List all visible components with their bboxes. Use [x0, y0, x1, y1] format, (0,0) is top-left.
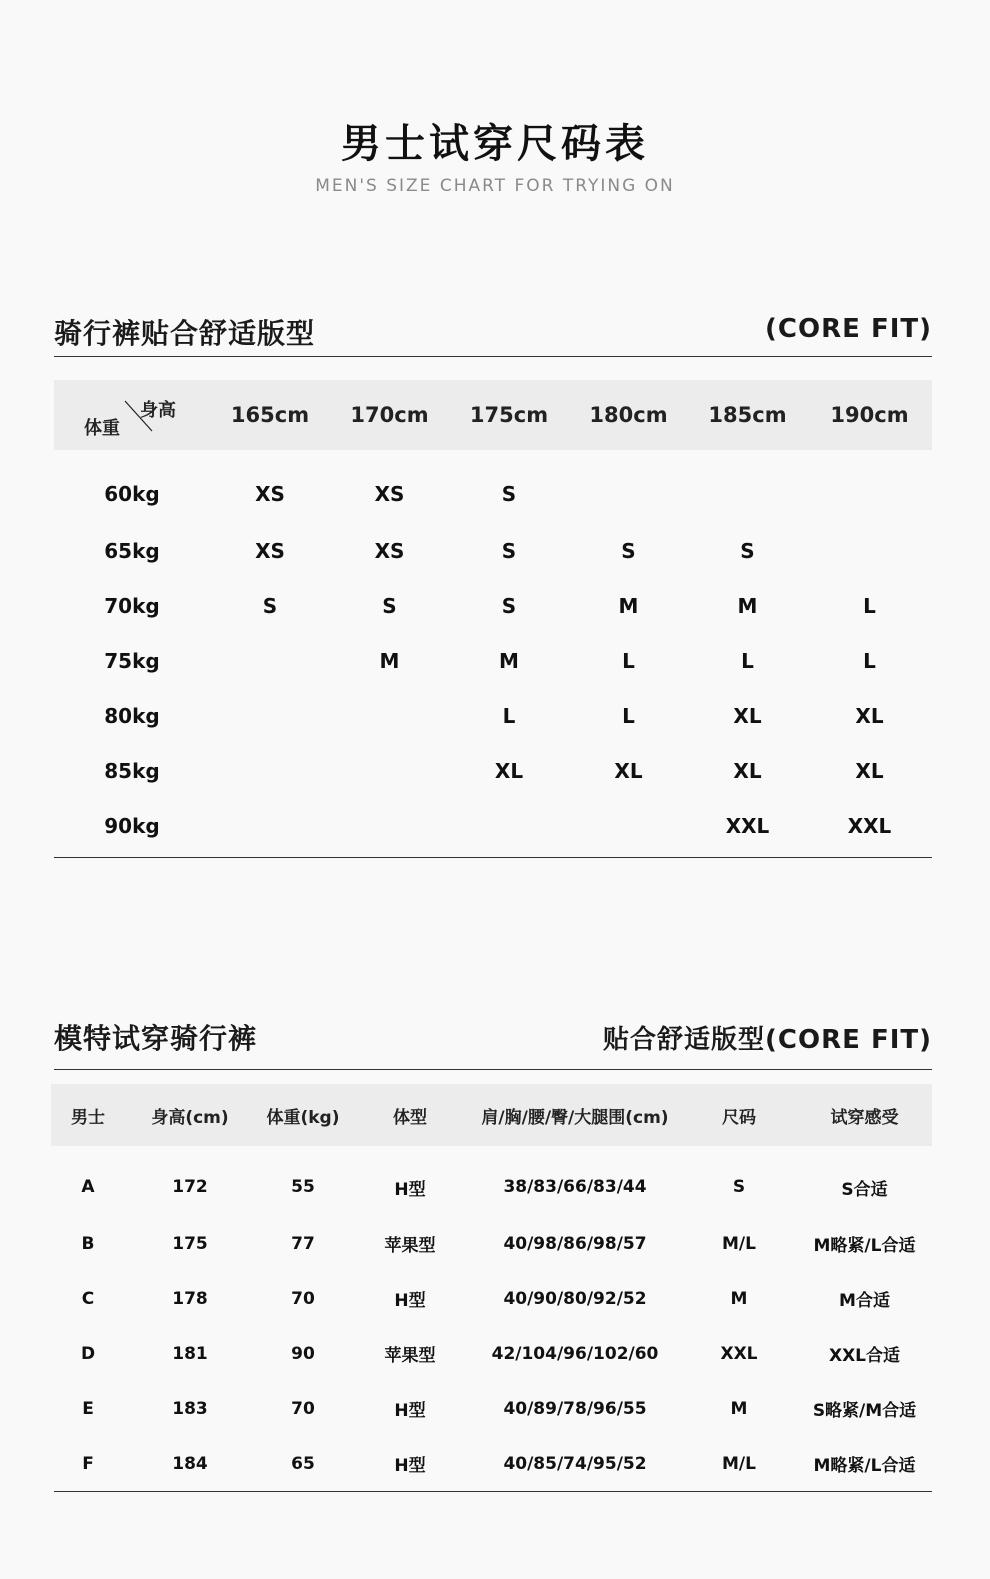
- size-cell: L: [741, 648, 754, 673]
- size-cell: XL: [855, 758, 884, 783]
- model-cell: 184: [172, 1453, 208, 1474]
- model-cell: 40/89/78/96/55: [503, 1398, 647, 1419]
- model-cell: 40/90/80/92/52: [503, 1288, 647, 1309]
- height-header: 165cm: [230, 403, 310, 427]
- size-cell: L: [863, 648, 876, 673]
- model-cell: B: [81, 1233, 95, 1254]
- table-row: [54, 633, 932, 688]
- size-table-header-row: [54, 380, 932, 450]
- weight-cell: 75kg: [104, 648, 160, 673]
- size-cell: L: [502, 703, 516, 728]
- size-cell: S: [740, 538, 755, 563]
- model-cell: 175: [172, 1233, 208, 1254]
- model-section-header: [54, 1017, 932, 1070]
- model-cell: C: [81, 1288, 95, 1309]
- model-cell: 77: [291, 1233, 315, 1254]
- weight-cell: 90kg: [104, 813, 160, 838]
- size-cell: [210, 743, 330, 798]
- size-cell: S: [501, 481, 517, 506]
- size-section-fit-label: (CORE FIT): [765, 314, 932, 344]
- table-row: [51, 1146, 932, 1216]
- model-cell: 65: [291, 1453, 315, 1474]
- table-row: [51, 1436, 932, 1491]
- size-cell: S: [382, 593, 397, 618]
- size-cell: XXL: [725, 813, 770, 838]
- weight-cell: 70kg: [104, 593, 160, 618]
- table-row: [51, 1271, 932, 1326]
- size-table-bottom-divider: [54, 857, 932, 858]
- size-cell: XL: [733, 703, 762, 728]
- size-cell: S: [501, 538, 517, 563]
- size-cell: [210, 798, 330, 853]
- column-header: 体型: [393, 1107, 427, 1128]
- model-cell: 172: [172, 1177, 208, 1197]
- weight-cell: 60kg: [104, 481, 160, 506]
- model-cell: 183: [172, 1398, 208, 1419]
- diagonal-divider-icon: [124, 400, 154, 434]
- size-cell: [807, 523, 932, 578]
- model-cell: S: [732, 1177, 746, 1197]
- model-cell: M: [730, 1288, 748, 1309]
- size-cell: [449, 798, 569, 853]
- weight-cell: 80kg: [104, 703, 160, 728]
- model-cell: H型: [394, 1179, 426, 1200]
- size-cell: [210, 633, 330, 688]
- table-row: [51, 1326, 932, 1381]
- model-cell: H型: [394, 1456, 426, 1476]
- size-cell: XL: [494, 758, 524, 783]
- table-row: [54, 578, 932, 633]
- size-cell: M: [379, 648, 400, 673]
- model-cell: 苹果型: [384, 1236, 436, 1256]
- table-row: [51, 1216, 932, 1271]
- table-row: [54, 743, 932, 798]
- column-header: 男士: [71, 1107, 105, 1128]
- page-subtitle: MEN'S SIZE CHART FOR TRYING ON: [315, 176, 675, 196]
- weight-axis-label: 体重: [84, 418, 120, 439]
- size-cell: [688, 450, 807, 523]
- size-cell: XS: [374, 481, 405, 506]
- model-table-bottom-divider: [54, 1491, 932, 1492]
- height-header: 185cm: [708, 403, 787, 427]
- model-cell: 40/98/86/98/57: [503, 1233, 647, 1254]
- size-cell: M: [618, 593, 639, 618]
- model-cell: A: [81, 1177, 95, 1197]
- model-cell: D: [80, 1343, 96, 1364]
- size-cell: XS: [255, 481, 285, 506]
- size-cell: L: [622, 703, 635, 728]
- model-cell: 70: [291, 1398, 315, 1419]
- model-cell: M: [730, 1398, 748, 1419]
- size-cell: [569, 798, 688, 853]
- table-row: [54, 523, 932, 578]
- model-cell: 42/104/96/102/60: [491, 1343, 659, 1364]
- size-cell: XL: [614, 758, 643, 783]
- model-cell: 40/85/74/95/52: [503, 1453, 647, 1474]
- size-cell: L: [622, 648, 635, 673]
- size-chart-table: [54, 380, 932, 853]
- size-cell: [330, 688, 449, 743]
- size-cell: M: [499, 648, 519, 673]
- size-cell: XS: [374, 538, 405, 563]
- model-cell: S略紧/M合适: [812, 1401, 917, 1421]
- model-cell: H型: [394, 1291, 426, 1311]
- size-cell: [330, 798, 449, 853]
- size-cell: [569, 450, 688, 523]
- column-header: 体重(kg): [266, 1107, 340, 1128]
- size-cell: M: [737, 593, 758, 618]
- size-cell: [330, 743, 449, 798]
- model-cell: 苹果型: [384, 1346, 436, 1366]
- column-header: 身高(cm): [151, 1107, 229, 1128]
- height-header: 180cm: [589, 403, 668, 427]
- column-header: 肩/胸/腰/臀/大腿围(cm): [481, 1107, 669, 1128]
- size-cell: S: [621, 538, 636, 563]
- height-header: 175cm: [469, 403, 549, 427]
- model-cell: XXL合适: [828, 1346, 901, 1366]
- size-cell: S: [262, 593, 278, 618]
- model-section-title: 模特试穿骑行裤: [54, 1022, 258, 1055]
- model-cell: 70: [291, 1288, 315, 1309]
- table-row: [51, 1381, 932, 1436]
- size-cell: XXL: [847, 813, 892, 838]
- model-cell: H型: [394, 1401, 426, 1421]
- size-cell: [210, 688, 330, 743]
- weight-cell: 85kg: [104, 758, 160, 783]
- model-table-header-row: [51, 1084, 932, 1146]
- model-cell: 181: [172, 1343, 208, 1364]
- model-cell: 38/83/66/83/44: [503, 1177, 647, 1197]
- size-cell: S: [501, 593, 517, 618]
- size-cell: XL: [855, 703, 884, 728]
- size-cell: XS: [255, 538, 285, 563]
- height-header: 170cm: [350, 403, 429, 427]
- model-cell: F: [82, 1453, 94, 1474]
- height-header: 190cm: [830, 403, 909, 427]
- column-header: 试穿感受: [830, 1107, 899, 1128]
- page-title: 男士试穿尺码表: [341, 121, 649, 167]
- model-section-fit-label: 贴合舒适版型(CORE FIT): [603, 1025, 932, 1055]
- height-axis-label: 身高: [140, 400, 176, 421]
- model-cell: M/L: [722, 1453, 756, 1474]
- column-header: 尺码: [722, 1107, 756, 1128]
- model-cell: M/L: [722, 1233, 756, 1254]
- table-row: [54, 450, 932, 523]
- model-cell: E: [82, 1398, 94, 1419]
- table-row: [54, 688, 932, 743]
- model-cell: M略紧/L合适: [813, 1236, 916, 1256]
- size-cell: L: [863, 593, 876, 618]
- size-cell: XL: [733, 758, 762, 783]
- weight-cell: 65kg: [104, 538, 160, 563]
- model-cell: M略紧/L合适: [813, 1456, 916, 1476]
- model-cell: XXL: [720, 1343, 758, 1364]
- table-row: [54, 798, 932, 853]
- size-cell: [807, 450, 932, 523]
- model-fit-table: [51, 1084, 932, 1491]
- size-section-header: [54, 312, 932, 357]
- size-section-title: 骑行裤贴合舒适版型: [54, 317, 316, 350]
- model-cell: 90: [291, 1343, 315, 1364]
- model-cell: S合适: [841, 1179, 888, 1200]
- model-cell: 178: [172, 1288, 208, 1309]
- model-cell: 55: [291, 1177, 315, 1197]
- model-cell: M合适: [839, 1291, 890, 1311]
- corner-header: [54, 380, 210, 450]
